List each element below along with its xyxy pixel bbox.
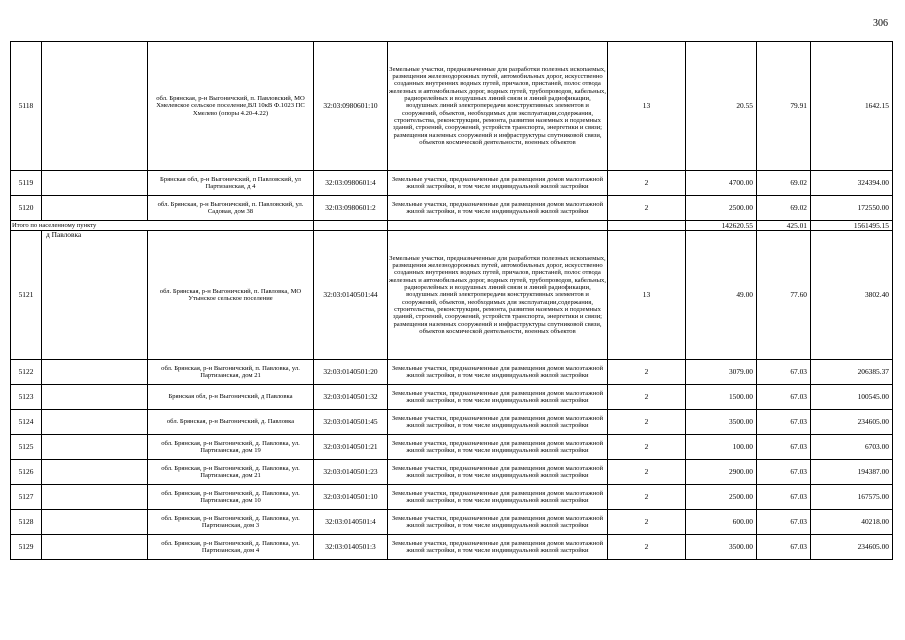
row-id: 5123 [11, 385, 42, 410]
rate-value: 67.03 [757, 485, 811, 510]
cadastral-number: 32:03:0140501:4 [314, 510, 388, 535]
land-category: Земельные участки, предназначенные для размещения домов малоэтажной жилой застройки, в том числе индивидуальной жилой застройки [388, 171, 608, 196]
rate-value: 79.91 [757, 42, 811, 171]
area-value: 20.55 [686, 42, 757, 171]
land-category: Земельные участки, предназначенные для размещения домов малоэтажной жилой застройки, в том числе индивидуальной жилой застройки [388, 385, 608, 410]
rate-value: 69.02 [757, 171, 811, 196]
locality-cell [42, 196, 148, 221]
category-code: 2 [608, 460, 686, 485]
area-value: 2500.00 [686, 485, 757, 510]
row-id: 5119 [11, 171, 42, 196]
table-row [11, 385, 893, 410]
land-category: Земельные участки, предназначенные для размещения домов малоэтажной жилой застройки, в том числе индивидуальной жилой застройки [388, 485, 608, 510]
page-number: 306 [873, 18, 888, 29]
table-row [11, 42, 893, 171]
cadastral-value-table [10, 41, 893, 560]
summary-row [11, 221, 893, 231]
cadastral-value: 40218.00 [811, 510, 893, 535]
address-cell: обл. Брянская, р-н Выгоничский, д. Павловка, ул. Партизанская, дом 4 [148, 535, 314, 560]
cadastral-value: 172550.00 [811, 196, 893, 221]
row-id: 5124 [11, 410, 42, 435]
row-id: 5125 [11, 435, 42, 460]
area-value: 49.00 [686, 231, 757, 360]
row-id: 5122 [11, 360, 42, 385]
cadastral-number: 32:03:0140501:20 [314, 360, 388, 385]
address-cell: Брянская обл, р-н Выгоничский, д Павловка [148, 385, 314, 410]
address-cell: обл. Брянская, р-н Выгоничский, п. Павловка, ул. Партизанская, дом 21 [148, 360, 314, 385]
rate-value: 67.03 [757, 360, 811, 385]
locality-cell [42, 535, 148, 560]
cadastral-value: 234605.00 [811, 535, 893, 560]
locality-cell [42, 485, 148, 510]
area-value: 2500.00 [686, 196, 757, 221]
area-value: 3079.00 [686, 360, 757, 385]
rate-value: 77.60 [757, 231, 811, 360]
land-category: Земельные участки, предназначенные для размещения домов малоэтажной жилой застройки, в том числе индивидуальной жилой застройки [388, 510, 608, 535]
cadastral-value: 194387.00 [811, 460, 893, 485]
table-row [11, 360, 893, 385]
land-category: Земельные участки, предназначенные для размещения домов малоэтажной жилой застройки, в том числе индивидуальной жилой застройки [388, 196, 608, 221]
land-category: Земельные участки, предназначенные для разработки полезных ископаемых, размещения железнодорожных путей, автомобильных дорог, искусственно созданных внутренних водных путей, причалов, пристаней, полос отвода железных и автомобильных дорог, водных путей, трубопроводов, кабельных, радиорелейных и воздушных линий связи и линий радиофикации, воздушных линий электропередачи конструктивных элементов и сооружений, объектов, необходимых для эксплуатации,содержания, строительства, реконструкции, ремонта, развития наземных и подземных зданий, строений, сооружений, устройств транспорта, энергетики и связи; размещения наземных сооружений и инфраструктуры спутниковой связи, объектов космической деятельности, военных объектов [388, 42, 608, 171]
cadastral-number: 32:03:0980601:4 [314, 171, 388, 196]
locality-cell [42, 171, 148, 196]
cadastral-value: 234605.00 [811, 410, 893, 435]
cadastral-value: 100545.00 [811, 385, 893, 410]
category-code: 2 [608, 510, 686, 535]
locality-cell [42, 42, 148, 171]
rate-value: 67.03 [757, 385, 811, 410]
cadastral-number: 32:03:0140501:44 [314, 231, 388, 360]
table-row [11, 435, 893, 460]
category-code: 13 [608, 231, 686, 360]
address-cell: обл. Брянская, р-н Выгоничский, д. Павловка [148, 410, 314, 435]
cadastral-value: 6703.00 [811, 435, 893, 460]
area-value: 3500.00 [686, 410, 757, 435]
category-code: 2 [608, 360, 686, 385]
area-value: 4700.00 [686, 171, 757, 196]
table-row [11, 196, 893, 221]
category-code: 2 [608, 385, 686, 410]
rate-value: 67.03 [757, 535, 811, 560]
area-value: 600.00 [686, 510, 757, 535]
summary-rate: 425.01 [757, 221, 811, 231]
category-code: 2 [608, 196, 686, 221]
land-category: Земельные участки, предназначенные для разработки полезных ископаемых, размещения железнодорожных путей, автомобильных дорог, искусственно созданных внутренних водных путей, причалов, пристаней, полос отвода железных и автомобильных дорог, водных путей, трубопроводов, кабельных, радиорелейных и воздушных линий связи и линий радиофикации, воздушных линий электропередачи конструктивных элементов и сооружений, объектов, необходимых для эксплуатации,содержания, строительства, реконструкции, ремонта, развития наземных и подземных зданий, строений, сооружений, устройств транспорта, энергетики и связи; размещения наземных сооружений и инфраструктуры спутниковой связи, объектов космической деятельности, военных объектов [388, 231, 608, 360]
cadastral-number: 32:03:0140501:21 [314, 435, 388, 460]
cadastral-number: 32:03:0140501:23 [314, 460, 388, 485]
category-code: 2 [608, 535, 686, 560]
cadastral-number: 32:03:0140501:45 [314, 410, 388, 435]
table-row [11, 535, 893, 560]
cadastral-number: 32:03:0140501:3 [314, 535, 388, 560]
table-body [11, 42, 893, 560]
address-cell: Брянская обл, р-н Выгоничский, п Павловский, ул Партизанская, д 4 [148, 171, 314, 196]
land-category: Земельные участки, предназначенные для размещения домов малоэтажной жилой застройки, в том числе индивидуальной жилой застройки [388, 535, 608, 560]
summary-empty [608, 221, 686, 231]
address-cell: обл. Брянская, р-н Выгоничский, д. Павловка, ул. Партизанская, дом 3 [148, 510, 314, 535]
summary-area: 142620.55 [686, 221, 757, 231]
area-value: 2900.00 [686, 460, 757, 485]
locality-cell: д Павловка [42, 231, 148, 360]
table-row [11, 460, 893, 485]
summary-label: Итого по населенному пункту [11, 221, 314, 231]
summary-value: 1561495.15 [811, 221, 893, 231]
cadastral-value: 1642.15 [811, 42, 893, 171]
locality-cell [42, 510, 148, 535]
category-code: 13 [608, 42, 686, 171]
rate-value: 67.03 [757, 510, 811, 535]
locality-cell [42, 360, 148, 385]
area-value: 3500.00 [686, 535, 757, 560]
row-id: 5128 [11, 510, 42, 535]
category-code: 2 [608, 435, 686, 460]
table-row [11, 410, 893, 435]
row-id: 5121 [11, 231, 42, 360]
land-category: Земельные участки, предназначенные для размещения домов малоэтажной жилой застройки, в том числе индивидуальной жилой застройки [388, 435, 608, 460]
cadastral-number: 32:03:0140501:32 [314, 385, 388, 410]
address-cell: обл. Брянская, р-н Выгоничский, п. Павловский, МО Хмелевское сельское поселение,ВЛ 10кВ Ф.1023 ПС Хмелево (опоры 4.20-4.22) [148, 42, 314, 171]
locality-cell [42, 385, 148, 410]
address-cell: обл. Брянская, р-н Выгоничский, д. Павловка, ул. Партизанская, дом 10 [148, 485, 314, 510]
row-id: 5118 [11, 42, 42, 171]
address-cell: обл. Брянская, р-н Выгоничский, п. Павловка, МО Утынское сельское поселение [148, 231, 314, 360]
table-row [11, 171, 893, 196]
locality-cell [42, 435, 148, 460]
category-code: 2 [608, 485, 686, 510]
cadastral-value: 206385.37 [811, 360, 893, 385]
cadastral-number: 32:03:0980601:10 [314, 42, 388, 171]
rate-value: 67.03 [757, 435, 811, 460]
land-category: Земельные участки, предназначенные для размещения домов малоэтажной жилой застройки, в том числе индивидуальной жилой застройки [388, 410, 608, 435]
table-row [11, 510, 893, 535]
row-id: 5120 [11, 196, 42, 221]
rate-value: 69.02 [757, 196, 811, 221]
cadastral-number: 32:03:0980601:2 [314, 196, 388, 221]
category-code: 2 [608, 410, 686, 435]
locality-cell [42, 460, 148, 485]
row-id: 5129 [11, 535, 42, 560]
land-category: Земельные участки, предназначенные для размещения домов малоэтажной жилой застройки, в том числе индивидуальной жилой застройки [388, 360, 608, 385]
area-value: 1500.00 [686, 385, 757, 410]
rate-value: 67.03 [757, 410, 811, 435]
summary-empty [314, 221, 388, 231]
cadastral-value: 167575.00 [811, 485, 893, 510]
locality-cell [42, 410, 148, 435]
table-row [11, 485, 893, 510]
row-id: 5126 [11, 460, 42, 485]
address-cell: обл. Брянская, р-н Выгоничский, д. Павловка, ул. Партизанская, дом 21 [148, 460, 314, 485]
category-code: 2 [608, 171, 686, 196]
area-value: 100.00 [686, 435, 757, 460]
summary-empty [388, 221, 608, 231]
cadastral-value: 3802.40 [811, 231, 893, 360]
row-id: 5127 [11, 485, 42, 510]
table-row [11, 231, 893, 360]
rate-value: 67.03 [757, 460, 811, 485]
address-cell: обл. Брянская, р-н Выгоничский, д. Павловка, ул. Партизанская, дом 19 [148, 435, 314, 460]
address-cell: обл. Брянская, р-н Выгоничский, п. Павловский, ул. Садовая, дом 38 [148, 196, 314, 221]
cadastral-number: 32:03:0140501:10 [314, 485, 388, 510]
land-category: Земельные участки, предназначенные для размещения домов малоэтажной жилой застройки, в том числе индивидуальной жилой застройки [388, 460, 608, 485]
cadastral-value: 324394.00 [811, 171, 893, 196]
